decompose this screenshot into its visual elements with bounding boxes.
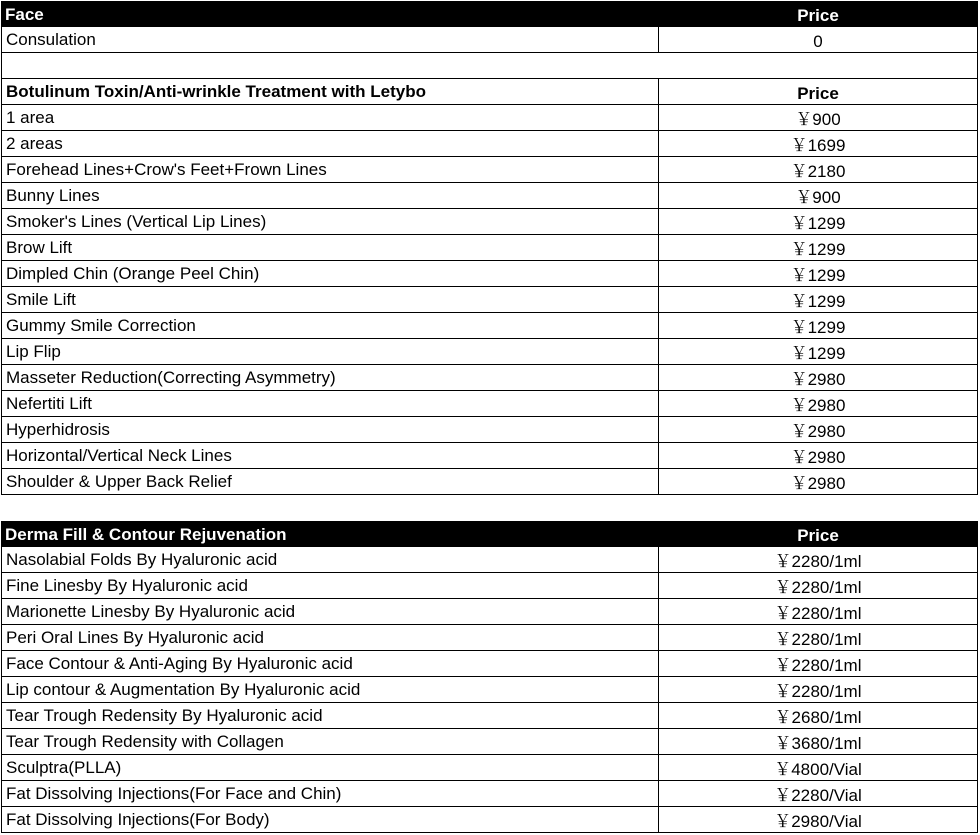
- table-row: [1, 469, 978, 495]
- treatment-price: ￥2980: [790, 421, 846, 441]
- treatment-name: Nefertiti Lift: [2, 391, 659, 416]
- treatment-name: Face Contour & Anti-Aging By Hyaluronic acid: [2, 651, 659, 676]
- treatment-price: ￥2980: [790, 369, 846, 389]
- table-row: [1, 209, 978, 235]
- treatment-price: ￥2980: [790, 447, 846, 467]
- treatment-name: Brow Lift: [2, 235, 659, 260]
- derma-rows: [1, 547, 978, 833]
- botox-header-price: Price: [797, 83, 839, 103]
- table-row: [1, 781, 978, 807]
- treatment-price: ￥2980: [790, 473, 846, 493]
- treatment-name: Peri Oral Lines By Hyaluronic acid: [2, 625, 659, 650]
- treatment-price: ￥1299: [790, 265, 846, 285]
- table-row: [1, 651, 978, 677]
- table-row: [1, 105, 978, 131]
- treatment-name: Shoulder & Upper Back Relief: [2, 469, 659, 494]
- treatment-name: Masseter Reduction(Correcting Asymmetry): [2, 365, 659, 390]
- table-row: [1, 287, 978, 313]
- treatment-price: ￥1299: [790, 317, 846, 337]
- botox-header-row: [1, 79, 978, 105]
- treatment-price: ￥2280/1ml: [774, 655, 862, 675]
- table-row: [1, 755, 978, 781]
- treatment-name: Tear Trough Redensity By Hyaluronic acid: [2, 703, 659, 728]
- derma-header-row: [1, 521, 978, 547]
- table-row: [1, 625, 978, 651]
- botox-rows: [1, 105, 978, 495]
- table-row: [1, 391, 978, 417]
- treatment-name: Tear Trough Redensity with Collagen: [2, 729, 659, 754]
- treatment-name: Gummy Smile Correction: [2, 313, 659, 338]
- treatment-price: ￥1299: [790, 343, 846, 363]
- face-rows: [1, 27, 978, 53]
- treatment-price: ￥1299: [790, 213, 846, 233]
- treatment-name: Bunny Lines: [2, 183, 659, 208]
- face-header-title: Face: [1, 1, 658, 27]
- treatment-price: ￥2280/1ml: [774, 577, 862, 597]
- treatment-price: ￥900: [795, 187, 841, 207]
- section-spacer: [1, 495, 978, 521]
- table-row: [1, 365, 978, 391]
- table-row: [1, 313, 978, 339]
- treatment-name: 2 areas: [2, 131, 659, 156]
- treatment-price: ￥2980/Vial: [774, 811, 862, 831]
- treatment-name: Nasolabial Folds By Hyaluronic acid: [2, 547, 659, 572]
- table-row: [1, 703, 978, 729]
- section-spacer: [1, 53, 978, 79]
- treatment-price: 0: [813, 31, 823, 51]
- treatment-price: ￥2280/Vial: [774, 785, 862, 805]
- table-row: [1, 339, 978, 365]
- treatment-name: Lip Flip: [2, 339, 659, 364]
- treatment-name: Forehead Lines+Crow's Feet+Frown Lines: [2, 157, 659, 182]
- table-row: [1, 235, 978, 261]
- table-row: [1, 729, 978, 755]
- treatment-price: ￥1299: [790, 291, 846, 311]
- treatment-name: 1 area: [2, 105, 659, 130]
- table-row: [1, 131, 978, 157]
- table-row: [1, 573, 978, 599]
- face-header-price: Price: [797, 6, 839, 25]
- botox-header-title: Botulinum Toxin/Anti-wrinkle Treatment with Letybo: [2, 79, 659, 104]
- treatment-price: ￥1299: [790, 239, 846, 259]
- treatment-price: ￥2280/1ml: [774, 681, 862, 701]
- table-row: [1, 677, 978, 703]
- table-row: [1, 157, 978, 183]
- treatment-name: Smoker's Lines (Vertical Lip Lines): [2, 209, 659, 234]
- treatment-name: Marionette Linesby By Hyaluronic acid: [2, 599, 659, 624]
- treatment-name: Horizontal/Vertical Neck Lines: [2, 443, 659, 468]
- treatment-price: ￥2680/1ml: [774, 707, 862, 727]
- table-row: [1, 807, 978, 833]
- treatment-name: Fat Dissolving Injections(For Face and Chin): [2, 781, 659, 806]
- treatment-price: ￥1699: [790, 135, 846, 155]
- table-row: [1, 443, 978, 469]
- treatment-price: ￥2280/1ml: [774, 551, 862, 571]
- derma-header-title: Derma Fill & Contour Rejuvenation: [1, 521, 658, 547]
- price-list-sheet: [1, 1, 978, 833]
- treatment-name: Lip contour & Augmentation By Hyaluronic acid: [2, 677, 659, 702]
- treatment-name: Sculptra(PLLA): [2, 755, 659, 780]
- treatment-price: ￥4800/Vial: [774, 759, 862, 779]
- treatment-name: Consulation: [2, 27, 659, 52]
- table-row: [1, 27, 978, 53]
- table-row: [1, 417, 978, 443]
- treatment-price: ￥2280/1ml: [774, 603, 862, 623]
- treatment-price: ￥900: [795, 109, 841, 129]
- table-row: [1, 183, 978, 209]
- treatment-price: ￥2180: [790, 161, 846, 181]
- table-row: [1, 547, 978, 573]
- table-row: [1, 261, 978, 287]
- treatment-name: Smile Lift: [2, 287, 659, 312]
- treatment-price: ￥2280/1ml: [774, 629, 862, 649]
- treatment-name: Hyperhidrosis: [2, 417, 659, 442]
- treatment-name: Fat Dissolving Injections(For Body): [2, 807, 659, 832]
- table-row: [1, 599, 978, 625]
- treatment-name: Fine Linesby By Hyaluronic acid: [2, 573, 659, 598]
- derma-header-price: Price: [797, 526, 839, 545]
- treatment-price: ￥2980: [790, 395, 846, 415]
- treatment-price: ￥3680/1ml: [774, 733, 862, 753]
- face-header-row: [1, 1, 978, 27]
- treatment-name: Dimpled Chin (Orange Peel Chin): [2, 261, 659, 286]
